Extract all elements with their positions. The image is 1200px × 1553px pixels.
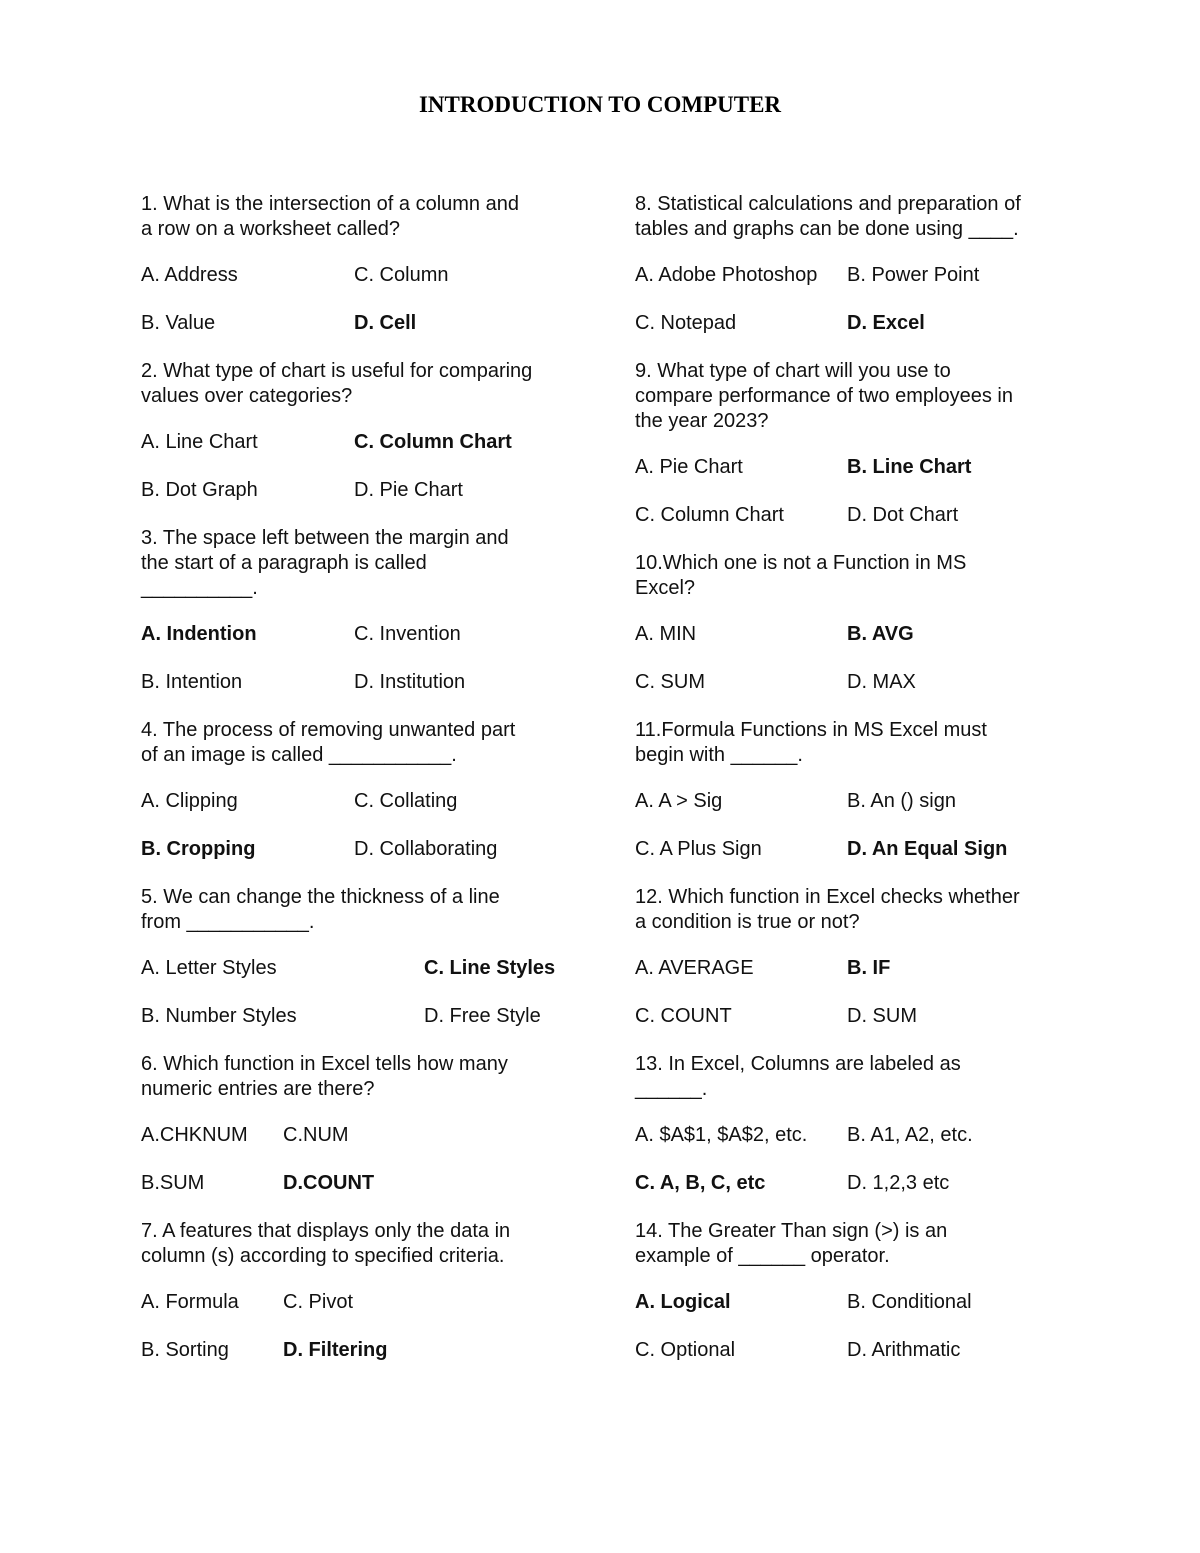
option: C. Column Chart bbox=[635, 504, 784, 526]
question-block bbox=[635, 192, 1075, 359]
question-text: 10.Which one is not a Function in MS Excel? bbox=[635, 552, 967, 599]
options-row bbox=[635, 956, 1075, 1004]
question-block bbox=[635, 885, 1075, 1052]
question-block bbox=[141, 718, 581, 885]
question-text: 12. Which function in Excel checks whether a condition is true or not? bbox=[635, 886, 1020, 933]
question-text: 11.Formula Functions in MS Excel must begin with ______. bbox=[635, 719, 987, 766]
answer-option: C. Line Styles bbox=[424, 957, 556, 979]
answer-option: D. Cell bbox=[354, 312, 417, 334]
option: D. Free Style bbox=[424, 1005, 541, 1027]
options-row bbox=[635, 622, 1075, 670]
option: B. A1, A2, etc. bbox=[847, 1124, 973, 1146]
answer-option: A. Indention bbox=[141, 623, 257, 645]
option: B. Dot Graph bbox=[141, 479, 258, 501]
option: B.SUM bbox=[141, 1172, 205, 1194]
question-text: 14. The Greater Than sign (>) is an example of ______ operator. bbox=[635, 1220, 948, 1267]
option: A. Pie Chart bbox=[635, 456, 743, 478]
answer-option: C. A, B, C, etc bbox=[635, 1172, 766, 1194]
option: B. Conditional bbox=[847, 1291, 972, 1313]
question-text: 7. A features that displays only the data in column (s) according to specified criteria. bbox=[141, 1220, 511, 1267]
question-text: 3. The space left between the margin and the start of a paragraph is called __________. bbox=[141, 527, 509, 599]
question-text: 8. Statistical calculations and preparation of tables and graphs can be done using ____. bbox=[635, 193, 1021, 240]
options-row bbox=[635, 1123, 1075, 1171]
options-row bbox=[141, 263, 581, 311]
option: A. AVERAGE bbox=[635, 957, 754, 979]
answer-option: B. Cropping bbox=[141, 838, 256, 860]
option: B. Value bbox=[141, 312, 216, 334]
option: C. A Plus Sign bbox=[635, 838, 762, 860]
question-block bbox=[635, 359, 1075, 551]
question-text: 4. The process of removing unwanted part of an image is called ___________. bbox=[141, 719, 516, 766]
options-row bbox=[635, 503, 1075, 551]
answer-option: B. AVG bbox=[847, 623, 914, 645]
question-block bbox=[141, 885, 581, 1052]
answer-option: A. Logical bbox=[635, 1291, 731, 1313]
options-row bbox=[635, 311, 1075, 359]
answer-option: D. Excel bbox=[847, 312, 925, 334]
page-title: INTRODUCTION TO COMPUTER bbox=[418, 92, 782, 117]
question-block bbox=[635, 1052, 1075, 1219]
question-text: 2. What type of chart is useful for comparing values over categories? bbox=[141, 360, 533, 407]
answer-option: C. Column Chart bbox=[354, 431, 512, 453]
options-row bbox=[141, 956, 581, 1004]
options-row bbox=[141, 789, 581, 837]
left-column bbox=[141, 192, 581, 1386]
options-row bbox=[635, 837, 1075, 885]
right-column bbox=[635, 192, 1075, 1386]
question-text: 9. What type of chart will you use to compare performance of two employees in the year 2023? bbox=[635, 360, 1013, 432]
option: A. Formula bbox=[141, 1291, 239, 1313]
answer-option: B. Line Chart bbox=[847, 456, 972, 478]
option: D. MAX bbox=[847, 671, 916, 693]
question-block bbox=[141, 192, 581, 359]
question-block bbox=[141, 526, 581, 718]
options-row bbox=[635, 263, 1075, 311]
option: A. Address bbox=[141, 264, 238, 286]
options-row bbox=[141, 1171, 581, 1219]
option: C. Pivot bbox=[283, 1291, 354, 1313]
option: C. Optional bbox=[635, 1339, 736, 1361]
options-row bbox=[141, 1004, 581, 1052]
options-row bbox=[635, 670, 1075, 718]
question-text: 6. Which function in Excel tells how many numeric entries are there? bbox=[141, 1053, 508, 1100]
option: C. Notepad bbox=[635, 312, 737, 334]
question-block bbox=[635, 551, 1075, 718]
option: D. 1,2,3 etc bbox=[847, 1172, 950, 1194]
options-row bbox=[141, 311, 581, 359]
options-row bbox=[635, 1004, 1075, 1052]
option: A. MIN bbox=[635, 623, 697, 645]
question-text: 5. We can change the thickness of a line from ___________. bbox=[141, 886, 500, 933]
option: A. Clipping bbox=[141, 790, 238, 812]
options-row bbox=[141, 1123, 581, 1171]
option: D. Collaborating bbox=[354, 838, 498, 860]
options-row bbox=[141, 1290, 581, 1338]
question-text: 1. What is the intersection of a column and a row on a worksheet called? bbox=[141, 193, 519, 240]
question-block bbox=[635, 718, 1075, 885]
option: A.CHKNUM bbox=[141, 1124, 248, 1146]
option: C. COUNT bbox=[635, 1005, 732, 1027]
options-row bbox=[141, 1338, 581, 1386]
options-row bbox=[635, 1290, 1075, 1338]
option: D. Dot Chart bbox=[847, 504, 959, 526]
option: C. SUM bbox=[635, 671, 705, 693]
option: D. Pie Chart bbox=[354, 479, 463, 501]
option: C. Collating bbox=[354, 790, 458, 812]
option: D. SUM bbox=[847, 1005, 917, 1027]
option: C. Column bbox=[354, 264, 449, 286]
options-row bbox=[635, 789, 1075, 837]
answer-option: B. IF bbox=[847, 957, 891, 979]
option: B. Sorting bbox=[141, 1339, 229, 1361]
option: A. Adobe Photoshop bbox=[635, 264, 818, 286]
option: A. $A$1, $A$2, etc. bbox=[635, 1124, 808, 1146]
options-row bbox=[635, 455, 1075, 503]
option: C.NUM bbox=[283, 1124, 349, 1146]
option: B. Intention bbox=[141, 671, 243, 693]
question-block bbox=[635, 1219, 1075, 1386]
answer-option: D.COUNT bbox=[283, 1172, 375, 1194]
answer-option: D. An Equal Sign bbox=[847, 838, 1008, 860]
options-row bbox=[635, 1338, 1075, 1386]
options-row bbox=[141, 478, 581, 526]
option: B. Power Point bbox=[847, 264, 980, 286]
options-row bbox=[635, 1171, 1075, 1219]
option: A. A > Sig bbox=[635, 790, 723, 812]
option: A. Line Chart bbox=[141, 431, 258, 453]
option: B. An () sign bbox=[847, 790, 956, 812]
options-row bbox=[141, 622, 581, 670]
options-row bbox=[141, 837, 581, 885]
options-row bbox=[141, 430, 581, 478]
option: C. Invention bbox=[354, 623, 461, 645]
answer-option: D. Filtering bbox=[283, 1339, 388, 1361]
option: B. Number Styles bbox=[141, 1005, 297, 1027]
option: D. Arithmatic bbox=[847, 1339, 961, 1361]
question-text: 13. In Excel, Columns are labeled as ______. bbox=[635, 1053, 961, 1100]
question-block bbox=[141, 1219, 581, 1386]
option: A. Letter Styles bbox=[141, 957, 277, 979]
options-row bbox=[141, 670, 581, 718]
question-block bbox=[141, 1052, 581, 1219]
option: D. Institution bbox=[354, 671, 466, 693]
question-block bbox=[141, 359, 581, 526]
